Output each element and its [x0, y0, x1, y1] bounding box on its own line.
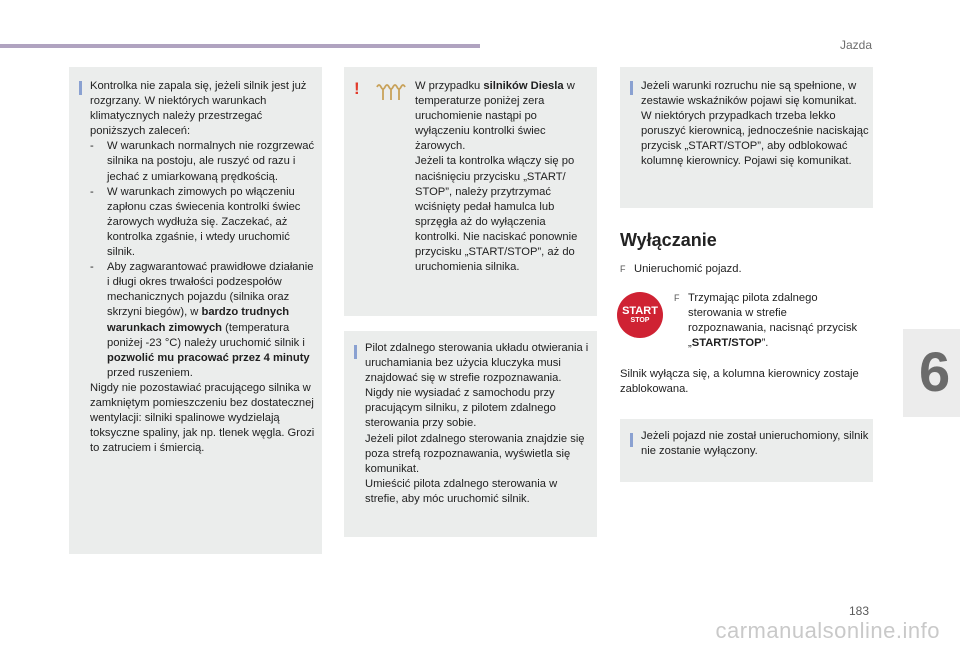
section-heading: Wyłączanie: [620, 230, 717, 250]
pointer-icon: F: [620, 264, 626, 274]
section-title: Jazda: [839, 38, 872, 52]
list-item: - Aby zagwarantować prawidłowe działanie i długi okres trwałości podzespołów mechanicznych pojazdu (silnika oraz skrzyni biegów), w bardzo trudnych warunkach zimowych (temperatura poniżej -23 °C) należy uruchomić silnik i pozwolić mu pracować przez 4 minuty przed ruszeniem.: [90, 261, 314, 379]
note-outro: Nigdy nie pozostawiać pracującego silnika w zamkniętym pomieszczeniu bez dostatecznej wentylacji: silniki spalinowe wydzielają toksyczne spaliny, jak np. tlenek węgla. Grozi to zatruciem i śmiercią.: [90, 381, 315, 455]
warning-icon: !: [354, 79, 360, 98]
result-text: Silnik wyłącza się, a kolumna kierownicy zostaje zablokowana.: [620, 368, 859, 396]
note-content: [90, 79, 318, 456]
info-icon: [630, 81, 633, 95]
note-box-start-conditions: [620, 67, 873, 208]
chapter-tab: [903, 329, 960, 417]
note-box-not-stopped: [620, 419, 873, 482]
note-box-remote: [344, 331, 597, 537]
pointer-icon: F: [674, 293, 680, 303]
glow-plug-icon: [374, 83, 408, 103]
header-rule: [0, 44, 480, 48]
instruction-step: F Trzymając pilota zdalnego sterowania w strefie rozpoznawania, nacisnąć przycisk „START/STOP”.: [674, 291, 864, 351]
chapter-number: 6: [919, 340, 951, 403]
warning-box-diesel: [344, 67, 597, 316]
note-box-glow-plug: [69, 67, 322, 554]
instruction-step: F Unieruchomić pojazd.: [620, 262, 860, 277]
info-icon: [79, 81, 82, 95]
note-content: Jeżeli pojazd nie został unieruchomiony, silnik nie zostanie wyłączony.: [641, 430, 869, 458]
watermark: carmanualsonline.info: [715, 618, 940, 643]
info-icon: [630, 433, 633, 447]
warning-content: W przypadku silników Diesla w temperaturze poniżej zera uruchomienie nastąpi po wyłączeniu kontrolki świec żarowych. Jeżeli ta kontrolka włączy się po naciśnięciu przycisku „START/ STOP”, należy przytrzymać wciśnięty pedał hamulca lub sprzęgła aż do wyłączenia kontrolki. Nie naciskać ponownie przycisku „START/STOP”, aż do uruchomienia silnika.: [415, 80, 578, 274]
note-content: Jeżeli warunki rozruchu nie są spełnione, w zestawie wskaźników pojawi się komunikat. W niektórych przypadkach trzeba lekko poruszyć kierownicą, jednocześnie naciskając przycisk „START/STOP”, aby odblokować kolumnę kierownicy. Pojawi się komunikat.: [641, 80, 869, 168]
note-intro: Kontrolka nie zapala się, jeżeli silnik jest już rozgrzany. W niektórych warunkach klimatycznych należy przestrzegać poniższych zaleceń:: [90, 80, 307, 138]
start-stop-button-icon: START STOP: [617, 292, 663, 338]
info-icon: [354, 345, 357, 359]
list-item: - W warunkach zimowych po włączeniu zapłonu czas świecenia kontrolki świec żarowych wydłuża się. Zaczekać, aż kontrolka zgaśnie, i wtedy uruchomić silnik.: [90, 185, 301, 259]
list-item: - W warunkach normalnych nie rozgrzewać silnika na postoju, ale ruszyć od razu i jechać z umiarkowaną prędkością.: [90, 140, 315, 183]
page-number: 183: [848, 604, 869, 618]
note-content: Pilot zdalnego sterowania układu otwierania i uruchamiania bez użycia kluczyka musi znajdować się w strefie rozpoznawania. Nigdy nie wysiadać z samochodu przy pracującym silniku, z pilotem zdalnego sterowania przy sobie. Jeżeli pilot zdalnego sterowania znajdzie się poza strefą rozpoznawania, wyświetla się komunikat. Umieścić pilota zdalnego sterowania w strefie, aby móc uruchomić silnik.: [365, 342, 589, 505]
